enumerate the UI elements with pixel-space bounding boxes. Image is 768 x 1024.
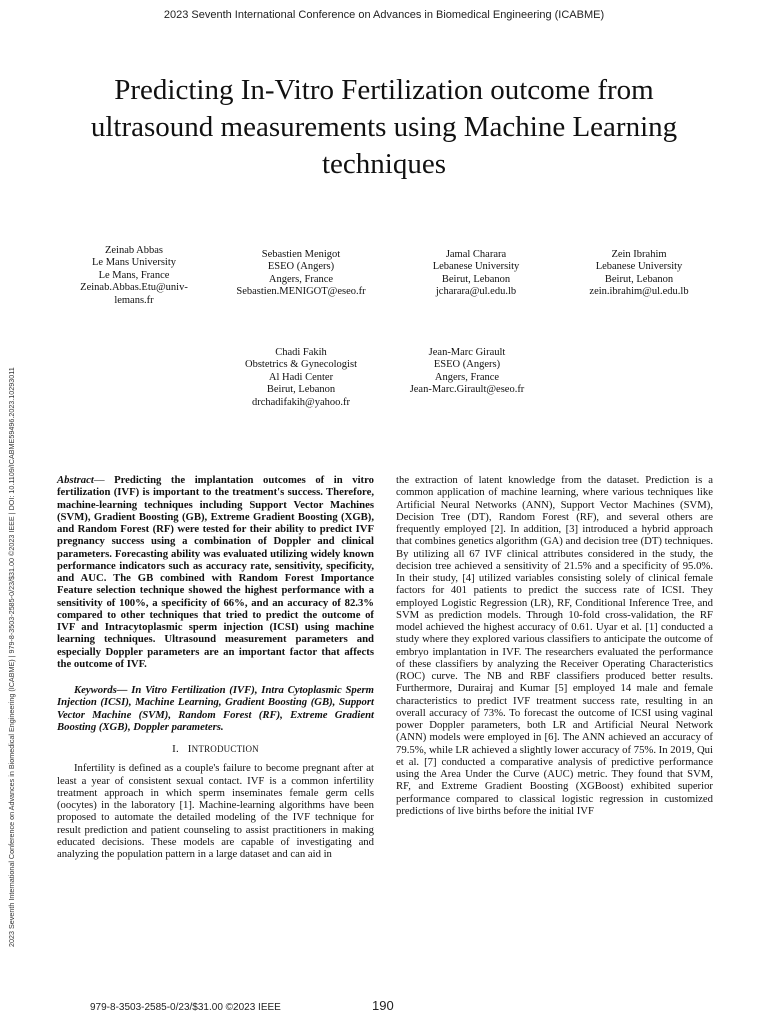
author-location: Angers, France [268,273,334,285]
author-affiliation: Obstetrics & Gynecologist [245,359,357,371]
author-email: jcharara@ul.edu.lb [435,286,517,298]
abstract-dash: — [93,474,105,486]
author-block-4 [567,249,711,299]
author-affiliation: Lebanese University [595,261,683,273]
intro-paragraph-right: the extraction of latent knowledge from the dataset. Prediction is a common application of machine learning, where various techniques like Artificial Neural Networks (ANN), Support Vector Machines (SVM), Decision Tree (DT), Random Forest (RF), and several others are frequently employed [2]. In addition, [3] introduced a hybrid approach that combines genetics algorithm (GA) and decision tree (DT) techniques. By utilizing all 67 IVF clinical attributes considered in the study, the decision tree achieved a sensitivity of 21.5% and a specificity of 95.0%. In their study, [4] utilized variables consisting solely of clinical female factors for 401 patients to predict the success rate of ICSI. They employed Logistic Regression (LR), RF, Conditional Inference Tree, and SVM as prediction models. Through 10-fold cross-validation, the RF model achieved the highest accuracy of 0.61. Uyar et al. [1] conducted a study where they explored various classifiers to anticipate the outcome of embryo implantation in IVF. The researchers evaluated the performance of these classifiers by analyzing the Receiver Operating Characteristics (ROC) curve. The NB and RBF classifiers produced better results. Furthermore, Durairaj and Kumar [5] employed 14 male and female characteristics to predict IVF treatment success rate, resulting in an overall accuracy of 73%. To forecast the outcome of ICSI using vaginal power Doppler parameters, both LR and Artificial Neural Network (ANN) models were employed in [6]. The ANN achieved an accuracy of 79.5%, while LR achieved a slightly lower accuracy of 75%. In 2019, Qui et al. [7] conducted a comparative analysis of predictive performance using the Area Under the Curve (AUC) metric. They found that SVM, RF, and Extreme Gradient Boosting (XGBoost) exhibited superior performance compared to classical logistic regression in customized predictions of live births before the initial IVF [396,474,713,817]
author-block-3 [404,249,548,299]
author-name: Sebastien Menigot [261,249,341,260]
author-email: Sebastien.MENIGOT@eseo.fr [236,286,366,298]
author-location: Beirut, Lebanon [441,273,511,285]
author-location: Angers, France [434,371,500,383]
author-name: Jamal Charara [445,249,507,260]
author-name: Chadi Fakih [275,347,327,358]
author-name: Zeinab Abbas [104,245,164,256]
author-email: zein.ibrahim@ul.edu.lb [589,286,689,298]
author-affiliation: ESEO (Angers) [267,261,335,273]
author-institution: Al Hadi Center [268,371,334,383]
author-email: Zeinab.Abbas.Etu@univ- [80,282,188,294]
author-block-5 [226,347,376,409]
abstract [57,474,374,670]
title-line-2: ultrasound measurements using Machine Learning [90,111,678,143]
left-column [57,474,374,860]
author-block-1 [62,245,206,307]
author-affiliation: Le Mans University [92,257,176,269]
title-line-3: techniques [321,148,446,180]
side-margin-citation: 2023 Seventh International Conference on Advances in Biomedical Engineering (ICABME) | 979-8-3503-2585-0/23/$31.00 ©2023 IEEE | DOI: 10.1109/ICABME59496.2023.10293011 [7,367,16,947]
title-line-1: Predicting In-Vitro Fertilization outcome from [114,74,654,106]
paper-title [50,72,718,183]
section-heading-introduction [57,743,374,755]
author-email: Jean-Marc.Girault@eseo.fr [409,384,525,396]
conference-header: 2023 Seventh International Conference on Advances in Biomedical Engineering (ICABME) [163,9,605,21]
section-number: I. [172,743,179,755]
author-location: Beirut, Lebanon [266,384,336,396]
keywords [57,684,374,733]
author-block-2 [226,249,376,299]
intro-paragraph-left: Infertility is defined as a couple's failure to become pregnant after at least a year of consistent sexual contact. IVF is a common infertility treatment approach in which sperm inseminates female germ cells (oocytes) in the laboratory [1]. Machine-learning algorithms have been proposed to automate the detailed modeling of the IVF technique for result prediction and patient counseling to assist practitioners in making educated decisions. These models are capable of investigating and analyzing the population pattern in a large dataset and can aid in [57,762,374,860]
page-number: 190 [372,998,394,1013]
keywords-dash: — [116,684,128,696]
author-location: Le Mans, France [98,269,170,281]
author-block-6 [395,347,539,397]
footer-isbn: 979-8-3503-2585-0/23/$31.00 ©2023 IEEE [90,1002,281,1013]
author-name: Jean-Marc Girault [428,347,506,358]
abstract-label: Abstract [57,474,94,486]
author-name: Zein Ibrahim [611,249,667,260]
right-column [396,474,713,817]
section-title-first: I [187,743,192,755]
abstract-text: Predicting the implantation outcomes of in vitro fertilization (IVF) is important to the treatment's success. Therefore, machine-learning techniques including Support Vector Machines (SVM), Gradient Boosting (GB), Extreme Gradient Boosting (XGB), and Random Forest (RF) were tested for their ability to predict IVF pregnancy success using a combination of Doppler and clinical parameters. Forecasting ability was evaluated utilizing widely known performance indicators such as accuracy rate, sensitivity, specificity, and AUC. The GB combined with Random Forest Importance Feature selection technique showed the highest performance with a sensitivity of 100%, a specificity of 66%, and an accuracy of 82.3% compared to other techniques that tried to predict the outcome of IVF and Intracytoplasmic sperm injection (ICSI) using machine learning techniques. Ultrasound measurement parameters and especially Doppler parameters are an important factor that affects the outcome of IVF. [57,474,374,670]
author-location: Beirut, Lebanon [604,273,674,285]
author-email: drchadifakih@yahoo.fr [251,396,350,408]
author-email-cont: lemans.fr [114,294,154,306]
section-title-rest: NTRODUCTION [191,744,259,754]
keywords-text: In Vitro Fertilization (IVF), Intra Cytoplasmic Sperm Injection (ICSI), Machine Learning, Gradient Boosting (GB), Support Vector Machine (SVM), Random Forest (RF), Extreme Gradient Boosting (XGB), Doppler parameters. [57,684,374,733]
author-affiliation: ESEO (Angers) [433,359,501,371]
author-affiliation: Lebanese University [432,261,520,273]
keywords-label: Keywords [74,684,117,696]
